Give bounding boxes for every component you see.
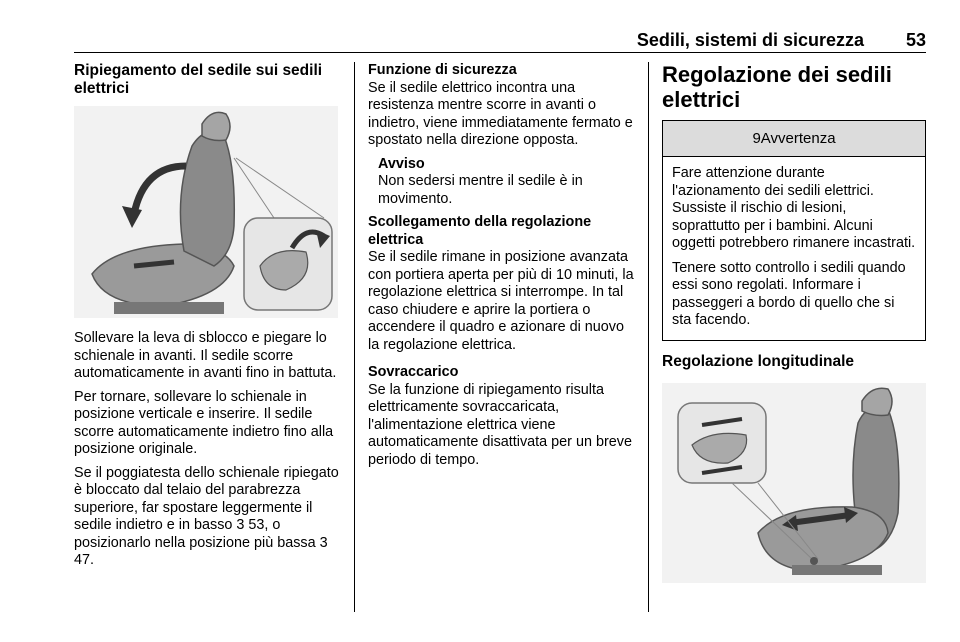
seat-folding-drawing [74, 106, 338, 318]
chapter-title: Sedili, sistemi di sicurezza [636, 30, 864, 50]
paragraph-text: Se il poggiatesta dello schienale ripiegato è bloccato dal telaio del parabrezza superiore, far spostare leggermente il sedile indietro e in basso [74, 464, 339, 533]
paragraph: Se il sedile rimane in posizione avanzata con portiera aperta per più di 10 minuti, la regolazione elettrica si interrompe. In tal caso chiudere e aprire la portiera o accendere il quadro e azionare di nuovo la regolazione elettrica. [368, 249, 634, 353]
warning-paragraph: Fare attenzione durante l'azionamento dei sedili elettrici. Sussiste il rischio di lesioni, soprattutto per i bambini. Alcuni oggetti potrebbero rimanere incastrati. [672, 165, 916, 251]
column-3 [662, 62, 926, 583]
column-2 [368, 62, 636, 475]
cross-reference[interactable]: 3 53, o posizionarlo nella posizione più bassa 3 47. [74, 517, 328, 568]
seat-longitudinal-illustration [662, 383, 926, 583]
column-divider [354, 62, 355, 612]
section-heading: Sovraccarico [368, 364, 459, 380]
page-header [74, 30, 926, 50]
warning-box [662, 120, 926, 341]
page-number: 53 [905, 30, 926, 50]
warning-triangle-icon: 9 [752, 130, 761, 147]
notice [368, 156, 636, 209]
warning-title: Avvertenza [760, 130, 836, 147]
notice-text: Non sedersi mentre il sedile è in movimento. [378, 173, 583, 207]
paragraph: Sollevare la leva di sblocco e piegare lo schienale in avanti. Il sedile scorre automaticamente in avanti fino in battuta. [74, 330, 337, 381]
column-divider [648, 62, 649, 612]
header-rule [74, 52, 926, 53]
chapter-heading: Regolazione dei sedili elettrici [662, 62, 892, 112]
paragraph [74, 465, 342, 570]
paragraph: Se la funzione di ripiegamento risulta elettricamente sovraccaricata, l'alimentazione elettrica viene automaticamente disattivata per un breve periodo di tempo. [368, 381, 632, 468]
warning-body [663, 157, 925, 340]
warning-header [663, 121, 925, 157]
column-1 [74, 62, 342, 576]
seat-folding-illustration [74, 106, 338, 318]
warning-paragraph: Tenere sotto controllo i sedili quando essi sono regolati. Informare i passeggeri a bordo di quello che si sta facendo. [672, 259, 906, 328]
section-heading: Ripiegamento del sedile sui sedili elettrici [74, 62, 323, 97]
paragraph: Se il sedile elettrico incontra una resistenza mentre scorre in avanti o indietro, viene immediatamente fermato e spostato nella direzione opposta. [368, 79, 633, 148]
section-heading: Regolazione longitudinale [662, 352, 855, 370]
notice-title: Avviso [378, 155, 425, 172]
seat-longitudinal-drawing [662, 383, 926, 583]
paragraph: Per tornare, sollevare lo schienale in posizione verticale e inserire. Il sedile scorre automaticamente indietro fino alla posizione originale. [74, 388, 334, 457]
section-heading: Scollegamento della regolazione elettrica [368, 214, 592, 248]
section-heading: Funzione di sicurezza [368, 62, 517, 78]
